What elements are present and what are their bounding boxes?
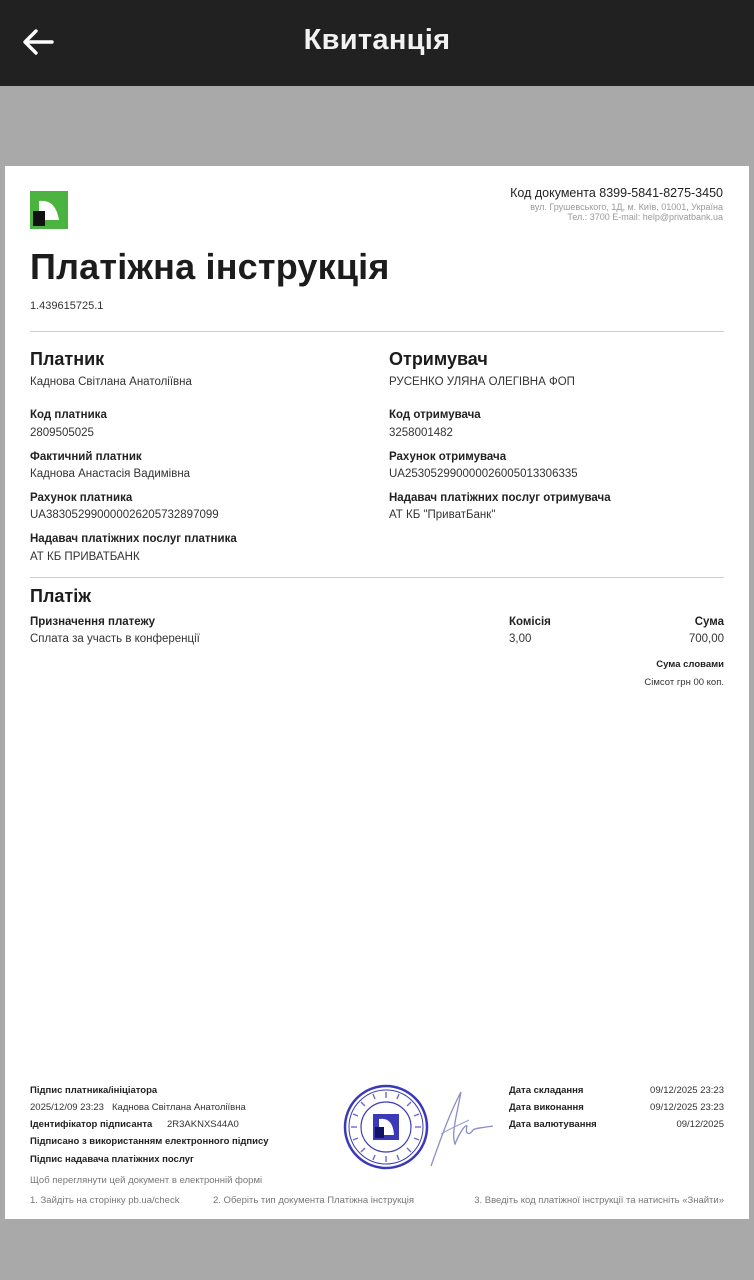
recipient-name: РУСЕНКО УЛЯНА ОЛЕГІВНА ФОП: [389, 376, 575, 388]
payer-provider-label: Надавач платіжних послуг платника: [30, 533, 237, 545]
recipient-account: UA253052990000026005013306335: [389, 468, 578, 480]
sum-words: Сімсот грн 00 коп.: [644, 677, 724, 688]
document-number: 1.439615725.1: [30, 300, 104, 312]
bank-contacts: Тел.: 3700 E-mail: help@privatbank.ua: [567, 212, 723, 222]
commission-label: Комісія: [509, 616, 551, 628]
signer-id-label: Ідентифікатор підписанта: [30, 1119, 153, 1130]
payment-purpose-label: Призначення платежу: [30, 616, 156, 628]
executed-date: 09/12/2025 23:23: [650, 1102, 724, 1113]
created-date: 09/12/2025 23:23: [650, 1085, 724, 1096]
signature-name: Каднова Світлана Анатоліївна: [112, 1102, 246, 1113]
payer-provider: АТ КБ ПРИВАТБАНК: [30, 551, 140, 563]
signature-label: Підпис платника/ініціатора: [30, 1085, 158, 1096]
actual-payer-label: Фактичний платник: [30, 451, 142, 463]
commission-value: 3,00: [509, 633, 532, 645]
recipient-account-label: Рахунок отримувача: [389, 451, 507, 463]
sum-words-label: Сума словами: [656, 659, 724, 670]
recipient-code-label: Код отримувача: [389, 409, 481, 421]
executed-date-label: Дата виконання: [509, 1102, 584, 1113]
divider: [30, 577, 724, 578]
payer-account-label: Рахунок платника: [30, 492, 133, 504]
recipient-heading: Отримувач: [389, 349, 488, 369]
recipient-provider: АТ КБ "ПриватБанк": [389, 509, 496, 521]
privatbank-logo-icon: [30, 191, 68, 229]
screen-title: Квитанція: [303, 24, 451, 56]
payer-name: Каднова Світлана Анатоліївна: [30, 376, 192, 388]
sum-label: Сума: [694, 616, 724, 628]
signature-date: 2025/12/09 23:23: [30, 1102, 104, 1113]
value-date-label: Дата валютування: [509, 1119, 597, 1130]
check-step-3: 3. Введіть код платіжної інструкції та натисніть «Знайти»: [474, 1195, 724, 1206]
handwritten-signature-icon: [421, 1084, 497, 1174]
provider-signature-label: Підпис надавача платіжних послуг: [30, 1154, 194, 1165]
recipient-code: 3258001482: [389, 427, 453, 439]
payer-account: UA383052990000026205732897099: [30, 509, 219, 521]
payer-code: 2809505025: [30, 427, 94, 439]
payer-heading: Платник: [30, 349, 105, 369]
value-date: 09/12/2025: [676, 1119, 724, 1130]
signer-id: 2R3AKNXS44A0: [167, 1119, 239, 1130]
sum-value: 700,00: [688, 633, 724, 645]
actual-payer: Каднова Анастасія Вадимівна: [30, 468, 191, 480]
divider: [30, 331, 724, 332]
receipt-document: [5, 166, 749, 1219]
bank-stamp-icon: [343, 1084, 429, 1170]
check-hint: Щоб переглянути цей документ в електронній формі: [30, 1175, 263, 1186]
check-step-2: 2. Оберіть тип документа Платіжна інструкція: [213, 1195, 414, 1206]
bank-address: вул. Грушевського, 1Д, м. Київ, 01001, Україна: [530, 202, 723, 212]
document-title: Платіжна інструкція: [30, 246, 390, 287]
recipient-provider-label: Надавач платіжних послуг отримувача: [389, 492, 611, 504]
payment-purpose: Сплата за участь в конференції: [30, 633, 200, 645]
created-date-label: Дата складання: [509, 1085, 584, 1096]
top-bar: [0, 0, 754, 86]
document-code: Код документа 8399-5841-8275-3450: [510, 186, 723, 200]
esign-note: Підписано з використанням електронного підпису: [30, 1136, 269, 1147]
payment-heading: Платіж: [30, 586, 91, 606]
check-step-1: 1. Зайдіть на сторінку pb.ua/check: [30, 1195, 180, 1206]
payer-code-label: Код платника: [30, 409, 107, 421]
